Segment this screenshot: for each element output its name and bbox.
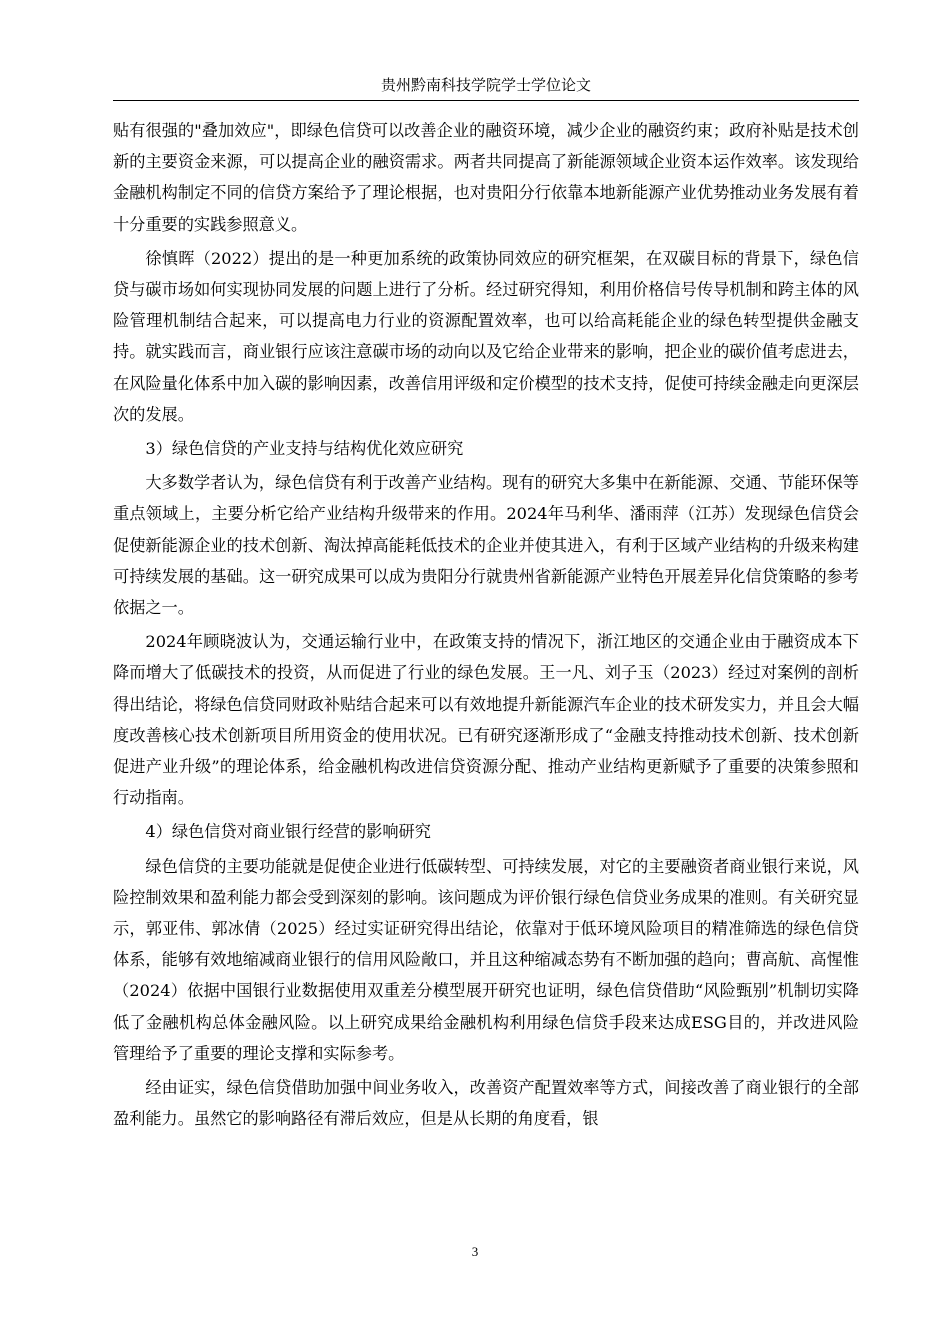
paragraph-industry-structure: 大多数学者认为，绿色信贷有利于改善产业结构。现有的研究大多集中在新能源、交通、节能环保等重点领域上，主要分析它给产业结构升级带来的作用。2024年马利华、潘雨萍（江苏）发现绿色信贷会促使新能源企业的技术创新、淘汰掉高能耗低技术的企业并使其进入，有利于区域产业结构的升级来构建可持续发展的基础。这一研究成果可以成为贵阳分行就贵州省新能源产业特色开展差异化信贷策略的参考依据之一。 bbox=[113, 473, 859, 618]
paragraph-xu-shenhui: 徐慎晖（2022）提出的是一种更加系统的政策协同效应的研究框架，在双碳目标的背景下，绿色信贷与碳市场如何实现协同发展的问题上进行了分析。经过研究得知，利用价格信号传导机制和跨主体的风险管理机制结合起来，可以提高电力行业的资源配置效率，也可以给高耗能企业的绿色转型提供金融支持。就实践而言，商业银行应该注意碳市场的动向以及它给企业带来的影响，把企业的碳价值考虑进去，在风险量化体系中加入碳的影响因素，改善信用评级和定价模型的技术支持，促使可持续金融走向更深层次的发展。 bbox=[113, 248, 859, 424]
paragraph-profitability: 经由证实，绿色信贷借助加强中间业务收入，改善资产配置效率等方式，间接改善了商业银行的全部盈利能力。虽然它的影响路径有滞后效应，但是从长期的角度看，银 bbox=[113, 1078, 859, 1129]
section-heading-bank-operations: 4）绿色信贷对商业银行经营的影响研究 bbox=[145, 822, 431, 842]
paragraph-transport: 2024年顾晓波认为，交通运输行业中，在政策支持的情况下，浙江地区的交通企业由于融资成本下降而增大了低碳技术的投资，从而促进了行业的绿色发展。王一凡、刘子玉（2023）经过对案例的剖析得出结论，将绿色信贷同财政补贴结合起来可以有效地提升新能源汽车企业的技术研发实力，并且会大幅度改善核心技术创新项目所用资金的使用状况。已有研究逐渐形成了“金融支持推动技术创新、技术创新促进产业升级”的理论体系，给金融机构改进信贷资源分配、推动产业结构更新赋予了重要的决策参照和行动指南。 bbox=[113, 632, 859, 808]
page-header bbox=[113, 70, 859, 101]
section-heading-industry-support: 3）绿色信贷的产业支持与结构优化效应研究 bbox=[145, 439, 464, 459]
page-number: 3 bbox=[471, 1244, 479, 1259]
header-title: 贵州黔南科技学院学士学位论文 bbox=[380, 76, 591, 94]
body-text bbox=[113, 115, 859, 1138]
paragraph-continuation: 贴有很强的"叠加效应"，即绿色信贷可以改善企业的融资环境，减少企业的融资约束；政府补贴是技术创新的主要资金来源，可以提高企业的融资需求。两者共同提高了新能源领域企业资本运作效率。该发现给金融机构制定不同的信贷方案给予了理论根据，也对贵阳分行依靠本地新能源产业优势推动业务发展有着十分重要的实践参照意义。 bbox=[113, 121, 859, 234]
paragraph-risk-control: 绿色信贷的主要功能就是促使企业进行低碳转型、可持续发展，对它的主要融资者商业银行来说，风险控制效果和盈利能力都会受到深刻的影响。该问题成为评价银行绿色信贷业务成果的准则。有关研究显示，郭亚伟、郭冰倩（2025）经过实证研究得出结论，依靠对于低环境风险项目的精准筛选的绿色信贷体系，能够有效地缩减商业银行的信用风险敞口，并且这种缩减态势有不断加强的趋向；曹高航、高惺惟（2024）依据中国银行业数据使用双重差分模型展开研究也证明，绿色信贷借助“风险甄别”机制切实降低了金融机构总体金融风险。以上研究成果给金融机构利用绿色信贷手段来达成ESG目的，并改进风险管理给予了重要的理论支撑和实际参考。 bbox=[113, 856, 859, 1063]
